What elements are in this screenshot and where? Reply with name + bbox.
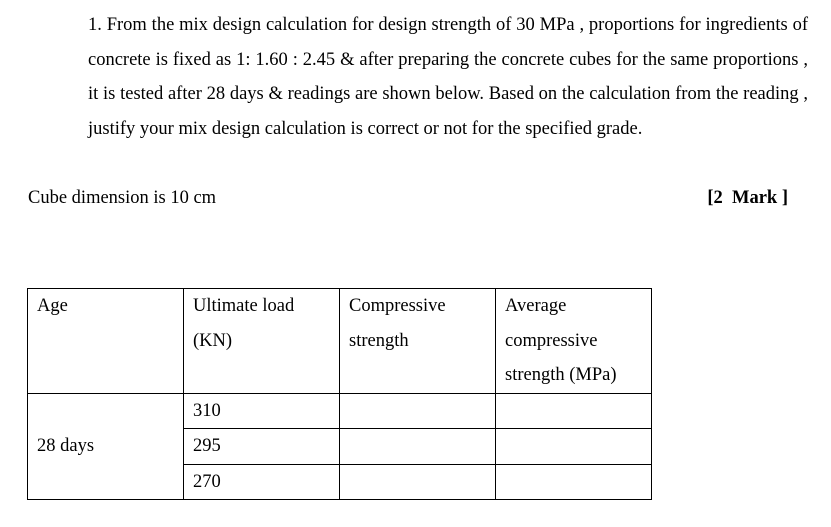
question-paragraph	[88, 8, 808, 146]
age-value: 28 days	[28, 393, 184, 500]
load-value: 270	[184, 464, 340, 500]
readings-table	[27, 288, 652, 500]
load-value: 295	[184, 429, 340, 465]
header-ultimate-load: Ultimate load (KN)	[184, 289, 340, 394]
compressive-strength-cell	[340, 393, 496, 429]
question-number: 1.	[88, 15, 102, 35]
table-header-row	[28, 289, 652, 394]
compressive-strength-cell	[340, 429, 496, 465]
question-text: From the mix design calculation for design strength of 30 MPa , proportions for ingredients of concrete is fixed as 1: 1.60 : 2.45 & after preparing the concrete cubes for the same proportions , it is tested after 28 days & readings are shown below. Based on the calculation from the reading , justify your mix design calculation is correct or not for the specified grade.	[88, 15, 808, 139]
header-average-strength: Average compressive strength (MPa)	[496, 289, 652, 394]
average-strength-cell	[496, 429, 652, 465]
cube-dimension-line	[28, 184, 788, 212]
cube-dimension-note: Cube dimension is 10 cm	[28, 188, 217, 208]
average-strength-cell	[496, 464, 652, 500]
table-row	[28, 393, 652, 429]
mark-label: [2 Mark ]	[707, 188, 788, 208]
compressive-strength-cell	[340, 464, 496, 500]
average-strength-cell	[496, 393, 652, 429]
header-age: Age	[28, 289, 184, 394]
load-value: 310	[184, 393, 340, 429]
header-compressive-strength: Compressive strength	[340, 289, 496, 394]
